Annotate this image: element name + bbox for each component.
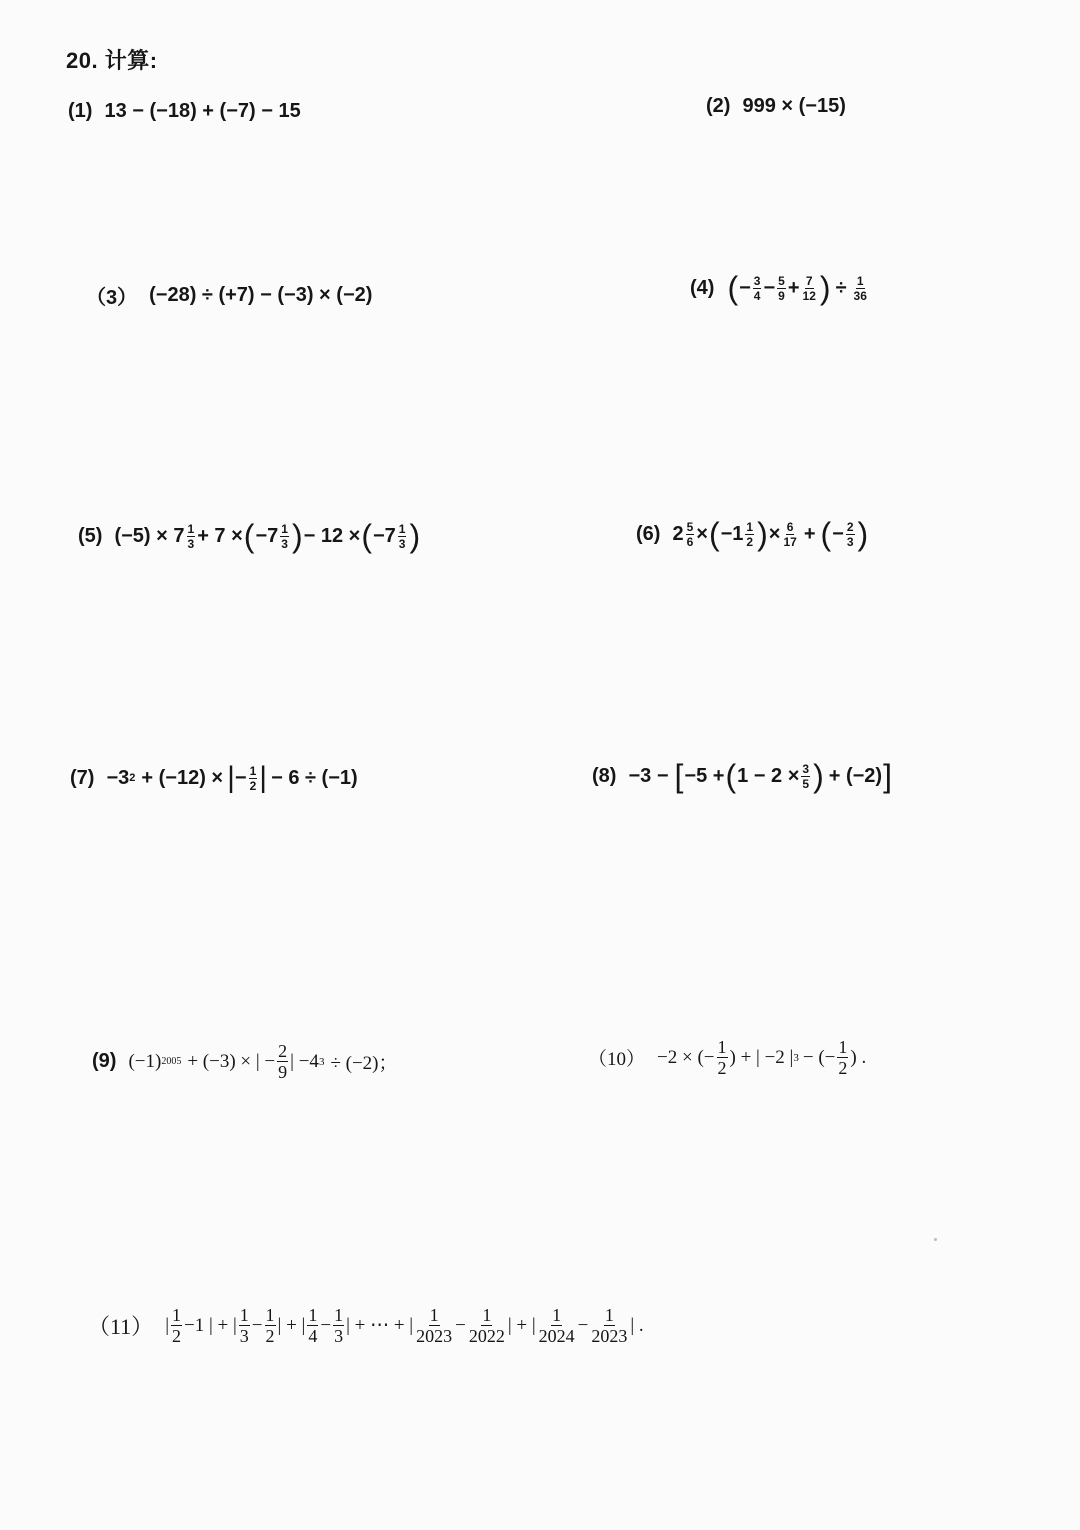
plus-sign: + [787,276,800,299]
abs-bar: | [227,761,235,794]
fraction: $\frac{1}{2023}$ [591,1305,628,1346]
fraction: $\frac{1}{3}$ [239,1305,249,1346]
expression-part: (−1) [128,1050,162,1072]
problem-7 [70,763,358,793]
left-paren: ( [727,270,739,306]
expression-part: | + | [507,1314,536,1336]
problem-6 [636,518,869,550]
abs-bar: | [165,1314,169,1336]
fraction: $\frac{1}{2024}$ [538,1305,575,1346]
expression-part: | −4 [290,1050,319,1072]
fraction: $\frac{1}{2}$ [838,1037,848,1078]
problem-number: (1) [68,100,93,122]
expression-part: −3 − [628,764,669,787]
expression-part: − 12 × [303,524,361,547]
expression-part: −2 × (− [657,1046,715,1068]
left-paren: ( [361,518,372,554]
fraction: $\frac{1}{3}$ [187,521,195,551]
fraction: $\frac{1}{2}$ [717,1037,727,1078]
minus-sign: − [763,276,776,299]
minus-sign: − [832,522,844,545]
minus-sign: − [234,766,247,789]
expression-part: | . [630,1314,644,1336]
problem-number: (7) [70,766,95,789]
left-bracket: [ [674,758,684,794]
exponent: 3 [793,1051,799,1064]
problem-1 [68,100,301,123]
expression-part: −3 [106,766,130,789]
fraction: $\frac{1}{36}$ [853,273,867,303]
expression-part: ÷ (−2)； [330,1053,398,1074]
expression-part: + (−2) [828,764,883,787]
left-paren: ( [725,758,737,794]
fraction: $\frac{1}{3}$ [334,1305,344,1346]
expression: (−28) ÷ (+7) − (−3) × (−2) [149,284,373,306]
problem-number: （10） [588,1049,646,1070]
question-heading: 20. 计算: [66,48,158,73]
fraction: $\frac{5}{9}$ [778,273,785,303]
problem-number: （11） [88,1314,154,1339]
problem-8 [592,760,893,792]
minus-sign: − [577,1314,589,1336]
expression-part: −1 [720,522,744,545]
right-paren: ) [291,518,303,554]
problem-number: （3） [86,287,138,309]
right-paren: ) [813,758,824,794]
exponent: 2 [129,772,136,784]
fraction: $\frac{2}{9}$ [278,1041,288,1082]
expression: 999 × (−15) [742,95,846,117]
expression-part: 2 [672,522,684,545]
fraction: $\frac{1}{3}$ [281,521,288,551]
fraction: $\frac{3}{5}$ [802,761,810,791]
expression-part: | + | [277,1314,306,1336]
times-sign: × [696,522,708,545]
plus-sign: + [803,522,816,545]
problem-number: (8) [592,764,617,787]
exponent: 2005 [161,1056,182,1067]
fraction: $\frac{2}{3}$ [846,519,854,549]
right-paren: ) [857,516,869,552]
right-paren: ) [819,270,831,306]
problem-10 [588,1038,866,1077]
minus-sign: − [739,276,751,299]
fraction: $\frac{5}{6}$ [686,519,694,549]
problem-number: (6) [636,522,661,545]
problem-4 [690,272,870,304]
expression-part: (−5) × 7 [114,524,185,547]
abs-bar: | [259,761,268,794]
fraction: $\frac{1}{2022}$ [468,1305,505,1346]
expression: 13 − (−18) + (−7) − 15 [104,100,301,122]
minus-sign: − [455,1314,466,1336]
expression-part: −5 + [684,764,725,787]
problem-9 [92,1042,398,1081]
problem-5 [78,520,421,552]
minus-sign: − [320,1314,332,1336]
problem-number: (2) [706,95,731,117]
problem-number: (9) [92,1050,117,1072]
fraction: $\frac{1}{2}$ [172,1305,181,1346]
expression-part: | + ⋯ + | [346,1315,414,1336]
expression-part: + (−12) × [141,766,224,789]
times-sign: × [768,522,781,545]
left-paren: ( [820,516,832,552]
problem-3 [86,281,372,310]
left-paren: ( [708,516,720,552]
fraction: $\frac{1}{2023}$ [416,1305,453,1346]
problem-number: (4) [690,276,715,299]
fraction: $\frac{7}{12}$ [802,273,816,303]
expression-part: 1 − 2 × [737,764,800,787]
right-paren: ) [409,518,421,554]
expression-part: + 7 × [197,524,243,547]
problem-number: (5) [78,524,103,547]
fraction: $\frac{6}{17}$ [783,519,797,549]
right-bracket: ] [883,758,892,794]
divide-sign: ÷ [835,276,847,299]
expression-part: + (−3) × | − [187,1050,276,1072]
expression-part: − (− [802,1046,836,1068]
fraction: $\frac{1}{4}$ [308,1305,318,1346]
left-paren: ( [243,518,255,554]
expression-part: −1 | + | [184,1314,237,1336]
expression-part: −7 [255,524,279,547]
scan-speck [934,1238,937,1241]
expression-part: ) + | −2 | [729,1046,794,1068]
expression-part: ) . [850,1046,867,1068]
exponent: 3 [318,1055,325,1068]
fraction: $\frac{1}{3}$ [398,521,406,551]
expression-part: −7 [372,524,396,547]
fraction: $\frac{1}{2}$ [746,519,754,549]
minus-sign: − [251,1314,263,1336]
problem-11 [88,1306,644,1345]
fraction: $\frac{1}{2}$ [265,1305,275,1346]
right-paren: ) [757,516,768,552]
fraction: $\frac{1}{2}$ [249,763,257,793]
expression-part: − 6 ÷ (−1) [271,766,358,789]
fraction: $\frac{3}{4}$ [753,273,761,303]
problem-2 [706,95,846,118]
